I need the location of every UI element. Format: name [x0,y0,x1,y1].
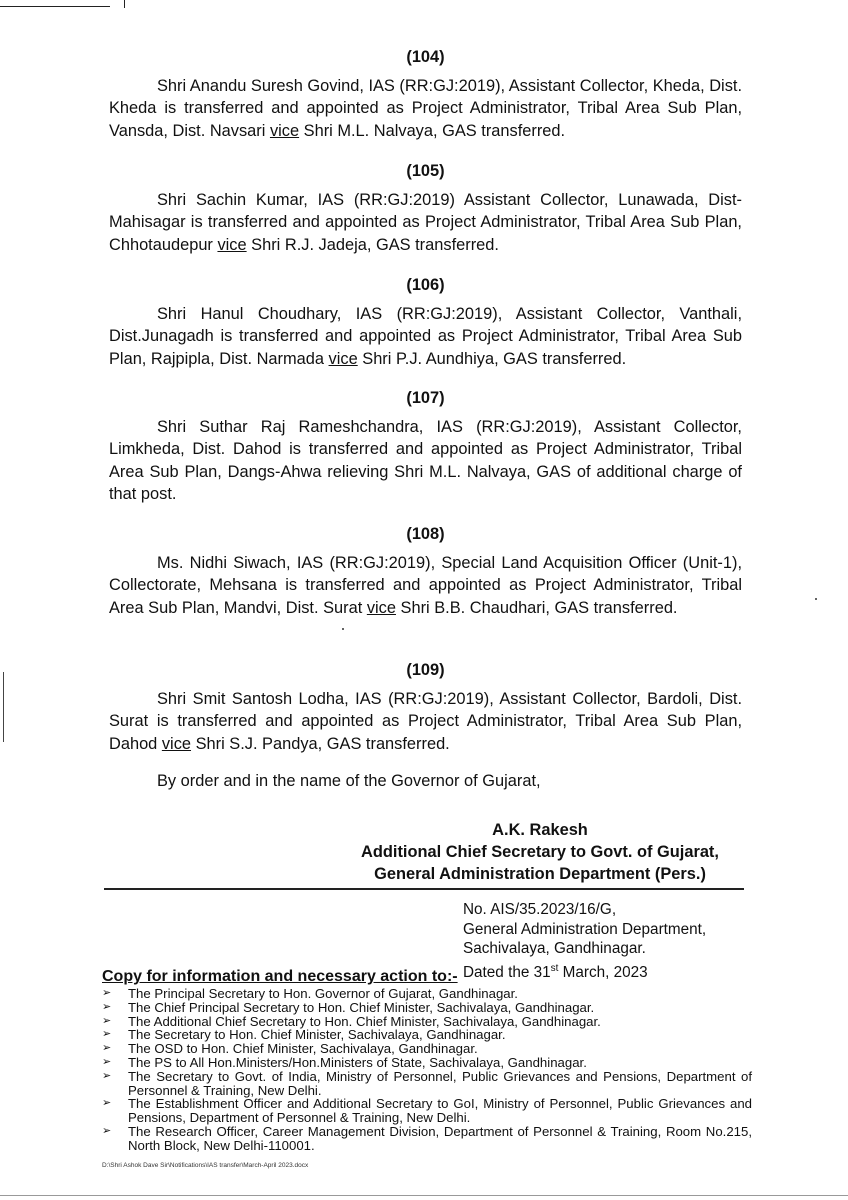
copy-list-item [102,1015,752,1029]
bottom-rule [0,1195,848,1196]
top-left-rule [0,6,110,7]
copy-list-item [102,1042,752,1056]
entry-text: Ms. Nidhi Siwach, IAS (RR:GJ:2019), Special Land Acquisition Officer (Unit-1), Collectorate, Mehsana is transferred and appointed as Project Administrator, Tribal Area Sub Plan, Mandvi, Dist. Surat vice Shri B.B. Chaudhari, GAS transferred. [109,553,742,617]
copy-list-item [102,987,752,1001]
stray-dot [815,598,817,600]
entry-106 [109,274,742,370]
copy-list-text: The Additional Chief Secretary to Hon. Chief Minister, Sachivalaya, Gandhinagar. [128,1013,601,1029]
copy-list-item [102,1125,752,1153]
copy-list-item [102,1001,752,1015]
entry-number: (108) [406,525,445,543]
reference-block [463,900,706,982]
copy-list-text: The OSD to Hon. Chief Minister, Sachivalaya, Gandhinagar. [128,1041,478,1057]
entry-text: Shri Hanul Choudhary, IAS (RR:GJ:2019), Assistant Collector, Vanthali, Dist.Junagadh is transferred and appointed as Project Administrator, Tribal Area Sub Plan, Rajpipla, Dist. Narmada vice Shri P.J. Aundhiya, GAS transferred. [109,304,742,368]
signatory-name: A.K. Rakesh [492,821,588,839]
arrow-bullet-icon: ➢ [102,1042,112,1055]
entry-number: (104) [406,48,445,66]
copy-list-item [102,1056,752,1070]
arrow-bullet-icon: ➢ [102,1097,112,1110]
entry-text: Shri Suthar Raj Rameshchandra, IAS (RR:GJ:2019), Assistant Collector, Limkheda, Dist. Dahod is transferred and appointed as Project Administrator, Tribal Area Sub Plan, Dangs-Ahwa relieving Shri M.L. Nalvaya, GAS of additional charge of that post. [109,417,742,503]
arrow-bullet-icon: ➢ [102,1124,112,1137]
entry-108 [109,523,742,619]
entry-number: (109) [406,661,445,679]
entry-number: (105) [406,162,445,180]
reference-department: General Administration Department, [463,920,707,938]
signatory-designation: Additional Chief Secretary to Govt. of Gujarat, [361,843,719,861]
entry-text: Shri Anandu Suresh Govind, IAS (RR:GJ:2019), Assistant Collector, Kheda, Dist. Kheda is transferred and appointed as Project Administrator, Tribal Area Sub Plan, Vansda, Dist. Navsari vice Shri M.L. Nalvaya, GAS transferred. [109,76,742,140]
entry-number: (107) [406,389,445,407]
left-margin-mark [3,672,4,742]
reference-date: Dated the 31st March, 2023 [463,962,648,981]
copy-list-text: The Research Officer, Career Management Division, Department of Personnel & Training, Room No.215, North Block, New Delhi-110001. [128,1123,752,1153]
copy-list-text: The PS to All Hon.Ministers/Hon.Ministers of State, Sachivalaya, Gandhinagar. [128,1054,587,1070]
copy-list-item [102,1097,752,1125]
copy-list-text: The Secretary to Govt. of India, Ministry of Personnel, Public Grievances and Pensions, Department of Personnel & Training, New Delhi. [128,1068,752,1098]
entry-104 [109,46,742,142]
signature-divider [104,888,744,890]
copy-list-text: The Principal Secretary to Hon. Governor of Gujarat, Gandhinagar. [128,986,518,1001]
entry-109 [109,659,742,755]
copy-list-text: The Chief Principal Secretary to Hon. Chief Minister, Sachivalaya, Gandhinagar. [128,999,595,1015]
arrow-bullet-icon: ➢ [102,1000,112,1013]
top-tick-mark [124,0,125,8]
copy-list-item [102,1070,752,1098]
copy-list [102,987,752,1153]
stray-dot [342,628,344,630]
file-path: D:\Shri Ashok Dave Sir\Notifications\IAS transfer\March-April 2023.docx [102,1162,309,1169]
order-line: By order and in the name of the Governor of Gujarat, [157,772,541,790]
copy-list-text: The Establishment Officer and Additional Secretary to GoI, Ministry of Personnel, Public Grievances and Pensions, Department of Personnel & Training, New Delhi. [128,1096,752,1126]
arrow-bullet-icon: ➢ [102,1055,112,1068]
entry-105 [109,160,742,256]
arrow-bullet-icon: ➢ [102,1069,112,1082]
reference-number: No. AIS/35.2023/16/G, [463,901,617,918]
entry-107 [109,387,742,506]
arrow-bullet-icon: ➢ [102,987,112,999]
copy-heading: Copy for information and necessary action to:- [102,968,458,985]
copy-list-item [102,1028,752,1042]
reference-place: Sachivalaya, Gandhinagar. [463,940,646,957]
entry-number: (106) [406,276,445,294]
entry-text: Shri Smit Santosh Lodha, IAS (RR:GJ:2019), Assistant Collector, Bardoli, Dist. Surat is transferred and appointed as Project Administrator, Tribal Area Sub Plan, Dahod vice Shri S.J. Pandya, GAS transferred. [109,689,742,753]
entry-text: Shri Sachin Kumar, IAS (RR:GJ:2019) Assistant Collector, Lunawada, Dist-Mahisagar is transferred and appointed as Project Administrator, Tribal Area Sub Plan, Chhotaudepur vice Shri R.J. Jadeja, GAS transferred. [109,190,742,254]
signatory-department: General Administration Department (Pers.) [374,865,706,883]
copy-list-text: The Secretary to Hon. Chief Minister, Sachivalaya, Gandhinagar. [128,1027,506,1043]
arrow-bullet-icon: ➢ [102,1014,112,1027]
arrow-bullet-icon: ➢ [102,1028,112,1041]
